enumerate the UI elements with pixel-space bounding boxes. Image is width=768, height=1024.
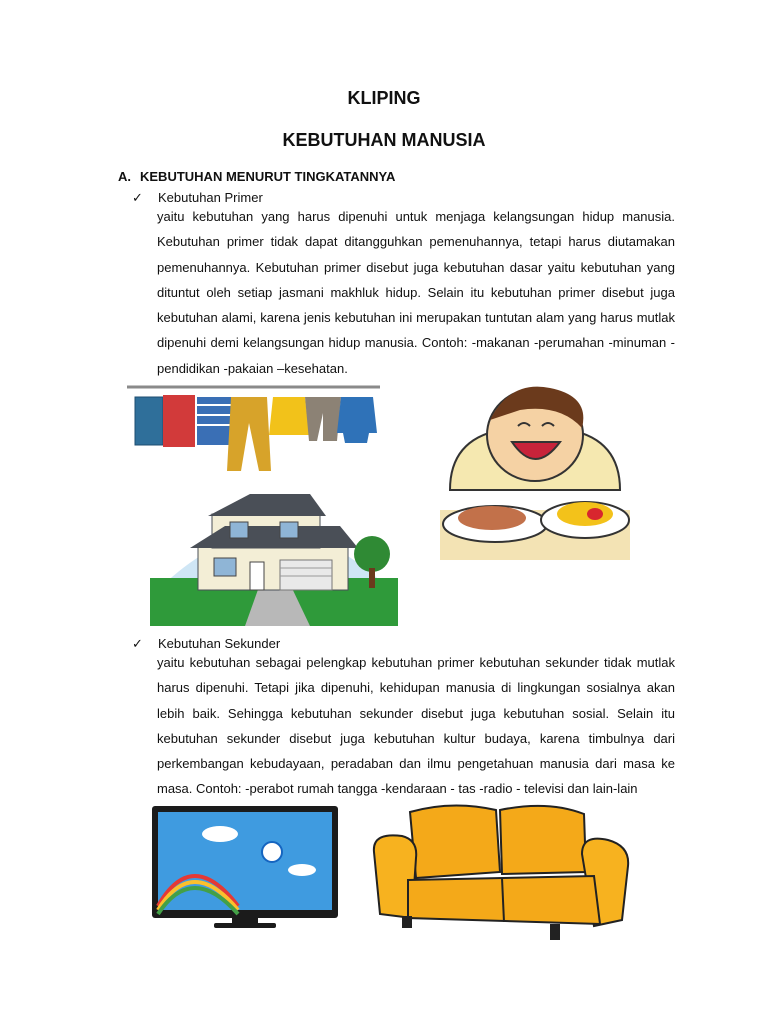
boy-eating-image [440,380,630,560]
paragraph-primer: yaitu kebutuhan yang harus dipenuhi untuk menjaga kelangsungan hidup manusia. Kebutuhan primer tidak dapat ditangguhkan pemenuhannya, tetapi harus diutamakan pemenuhannya. Kebutuhan primer disebut juga kebutuhan dasar yaitu kebutuhan yang dituntut oleh setiap jasmani makhluk hidup. Selain itu kebutuhan primer disebut juga kebutuhan alami, karena jenis kebutuhan ini merupakan tuntutan alam yang harus mutlak dipenuhi demi kelangsungan hidup manusia. Contoh: -makanan -perumahan -minuman -pendidikan -pakaian –kesehatan. [157,209,675,376]
section-heading [118,169,395,184]
paragraph-sekunder: yaitu kebutuhan sebagai pelengkap kebutuhan primer kebutuhan sekunder tidak mutlak harus dipenuhi. Tetapi jika dipenuhi, kehidupan manusia di lingkungan sosialnya akan lebih baik. Sehingga kebutuhan sekunder disebut juga kebutuhan sosial. Selain itu kebutuhan sekunder disebut juga kebutuhan kultur budaya, karena timbulnya dari perkembangan kebudayaan, peradaban dan ilmu pengetahuan manusia dari masa ke masa. Contoh: -perabot rumah tangga -kendaraan - tas -radio - televisi dan lain-lain [157,655,675,797]
item-label-sekunder: Kebutuhan Sekunder [158,636,281,651]
section-title: KEBUTUHAN MENURUT TINGKATANNYA [140,169,396,184]
checkmark-icon: ✓ [132,190,143,205]
television-image [152,806,338,928]
checkmark-icon: ✓ [132,636,143,651]
document-subtitle: KEBUTUHAN MANUSIA [282,130,486,150]
sofa-image [372,802,632,948]
document-title: KLIPING [347,88,421,108]
item-label-primer: Kebutuhan Primer [158,190,263,205]
clothes-rack-image [127,383,380,475]
house-image [150,488,398,626]
section-letter: A. [118,169,131,184]
